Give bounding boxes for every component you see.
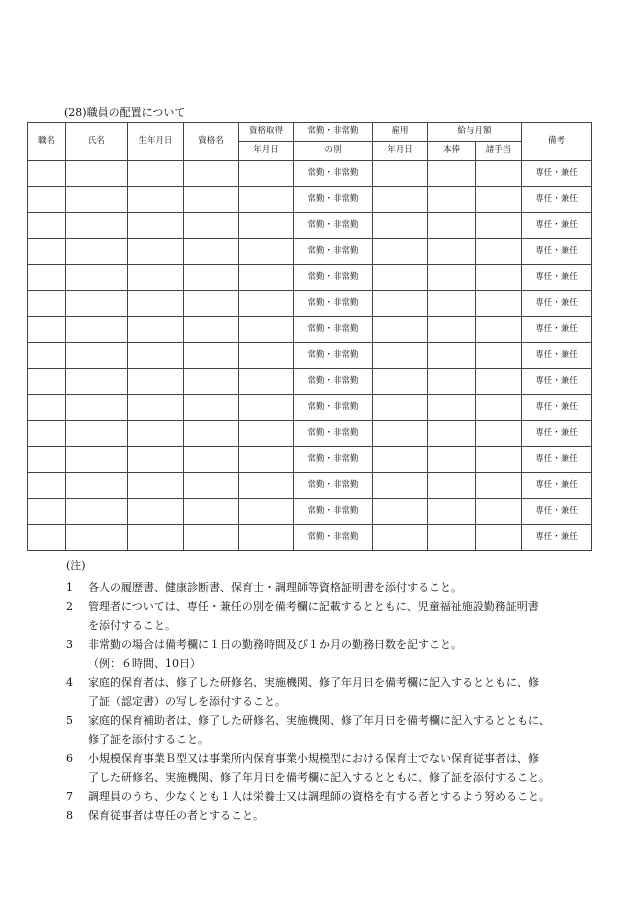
table-cell-empty xyxy=(66,369,128,395)
table-cell-empty xyxy=(476,213,522,239)
section-title: (28)職員の配置について xyxy=(64,106,186,119)
table-cell-empty xyxy=(476,317,522,343)
header-biko: 備考 xyxy=(522,123,592,161)
cell-jokin: 常勤・非常勤 xyxy=(294,421,373,447)
table-cell-empty xyxy=(184,447,239,473)
cell-biko: 専任・兼任 xyxy=(522,499,592,525)
table-cell-empty xyxy=(239,317,294,343)
table-cell-empty xyxy=(239,239,294,265)
cell-jokin: 常勤・非常勤 xyxy=(294,395,373,421)
table-row xyxy=(28,187,592,213)
table-row xyxy=(28,265,592,291)
cell-jokin: 常勤・非常勤 xyxy=(294,369,373,395)
note-number: 8 xyxy=(66,809,73,822)
cell-biko: 専任・兼任 xyxy=(522,187,592,213)
table-cell-empty xyxy=(476,343,522,369)
table-cell-empty xyxy=(476,525,522,551)
notes-section xyxy=(66,557,596,825)
table-cell-empty xyxy=(66,343,128,369)
cell-biko: 専任・兼任 xyxy=(522,369,592,395)
table-cell-empty xyxy=(373,447,428,473)
table-cell-empty xyxy=(428,343,476,369)
note-item xyxy=(66,749,596,787)
table-cell-empty xyxy=(128,317,184,343)
table-cell-empty xyxy=(184,187,239,213)
table-cell-empty xyxy=(184,343,239,369)
note-line: 了した研修名、実施機関、修了年月日を備考欄に記入するとともに、修了証を添付すること。 xyxy=(88,771,550,784)
cell-biko: 専任・兼任 xyxy=(522,265,592,291)
note-number: 7 xyxy=(66,790,73,803)
note-text xyxy=(88,635,596,673)
table-cell-empty xyxy=(128,265,184,291)
note-text xyxy=(88,673,596,711)
table-cell-empty xyxy=(428,525,476,551)
note-line: （例：６時間、10日） xyxy=(88,657,201,670)
table-cell-empty xyxy=(476,291,522,317)
note-item xyxy=(66,635,596,673)
table-cell-empty xyxy=(66,447,128,473)
note-number: 1 xyxy=(66,581,73,594)
header-koyo-1: 雇用 xyxy=(373,123,428,142)
table-cell-empty xyxy=(373,317,428,343)
table-cell-empty xyxy=(66,291,128,317)
note-item xyxy=(66,597,596,635)
table-cell-empty xyxy=(373,239,428,265)
table-cell-empty xyxy=(428,421,476,447)
table-cell-empty xyxy=(239,447,294,473)
table-cell-empty xyxy=(428,161,476,187)
note-text xyxy=(88,711,596,749)
cell-biko: 専任・兼任 xyxy=(522,213,592,239)
note-line: 小規模保育事業Ｂ型又は事業所内保育事業小規模型における保育士でない保育従事者は、修 xyxy=(88,752,539,765)
table-cell-empty xyxy=(373,525,428,551)
table-cell-empty xyxy=(128,161,184,187)
table-row xyxy=(28,369,592,395)
table-cell-empty xyxy=(28,187,66,213)
table-cell-empty xyxy=(239,265,294,291)
cell-jokin: 常勤・非常勤 xyxy=(294,239,373,265)
cell-biko: 専任・兼任 xyxy=(522,447,592,473)
header-teate: 諸手当 xyxy=(476,142,522,161)
note-line: 家庭的保育補助者は、修了した研修名、実施機関、修了年月日を備考欄に記入するとともに、 xyxy=(88,714,550,727)
table-cell-empty xyxy=(373,291,428,317)
table-cell-empty xyxy=(373,161,428,187)
note-line: 調理員のうち、少なくとも１人は栄養士又は調理師の資格を有する者とするよう努めること。 xyxy=(88,790,550,803)
note-text xyxy=(88,749,596,787)
note-text xyxy=(88,597,596,635)
table-cell-empty xyxy=(66,317,128,343)
table-cell-empty xyxy=(128,395,184,421)
cell-biko: 専任・兼任 xyxy=(522,525,592,551)
table-cell-empty xyxy=(373,499,428,525)
note-text xyxy=(88,806,596,825)
table-cell-empty xyxy=(28,369,66,395)
table-cell-empty xyxy=(128,343,184,369)
table-row xyxy=(28,213,592,239)
table-cell-empty xyxy=(128,291,184,317)
table-cell-empty xyxy=(28,317,66,343)
table-row xyxy=(28,239,592,265)
table-cell-empty xyxy=(28,473,66,499)
header-shimei: 氏名 xyxy=(66,123,128,161)
table-cell-empty xyxy=(128,187,184,213)
table-cell-empty xyxy=(428,265,476,291)
table-cell-empty xyxy=(128,525,184,551)
table-cell-empty xyxy=(184,213,239,239)
table-cell-empty xyxy=(239,421,294,447)
table-cell-empty xyxy=(239,343,294,369)
table-cell-empty xyxy=(66,239,128,265)
cell-jokin: 常勤・非常勤 xyxy=(294,499,373,525)
table-cell-empty xyxy=(476,369,522,395)
table-row xyxy=(28,395,592,421)
table-cell-empty xyxy=(476,187,522,213)
note-text xyxy=(88,578,596,597)
note-line: 修了証を添付すること。 xyxy=(88,733,209,746)
note-number: 5 xyxy=(66,714,73,727)
note-number: 4 xyxy=(66,676,73,689)
notes-heading: (注) xyxy=(66,559,86,572)
header-shikaku-shutoku-2: 年月日 xyxy=(239,142,294,161)
note-number: 6 xyxy=(66,752,73,765)
note-line: 管理者については、専任・兼任の別を備考欄に記載するとともに、児童福祉施設勤務証明書 xyxy=(88,600,539,613)
table-cell-empty xyxy=(66,499,128,525)
table-row xyxy=(28,447,592,473)
table-cell-empty xyxy=(373,395,428,421)
table-cell-empty xyxy=(476,499,522,525)
table-cell-empty xyxy=(239,395,294,421)
table-cell-empty xyxy=(239,291,294,317)
table-cell-empty xyxy=(128,499,184,525)
staff-table xyxy=(27,122,592,551)
table-cell-empty xyxy=(28,213,66,239)
table-cell-empty xyxy=(239,213,294,239)
header-kyuyo: 給与月額 xyxy=(428,123,522,142)
table-cell-empty xyxy=(28,291,66,317)
table-row xyxy=(28,499,592,525)
note-item xyxy=(66,787,596,806)
table-cell-empty xyxy=(476,239,522,265)
note-line: を添付すること。 xyxy=(88,619,176,632)
note-line: 家庭的保育者は、修了した研修名、実施機関、修了年月日を備考欄に記入するとともに、修 xyxy=(88,676,539,689)
table-cell-empty xyxy=(184,499,239,525)
cell-jokin: 常勤・非常勤 xyxy=(294,291,373,317)
table-cell-empty xyxy=(476,161,522,187)
table-cell-empty xyxy=(184,239,239,265)
table-cell-empty xyxy=(28,525,66,551)
table-cell-empty xyxy=(184,473,239,499)
table-cell-empty xyxy=(239,525,294,551)
table-cell-empty xyxy=(239,473,294,499)
table-cell-empty xyxy=(239,187,294,213)
cell-biko: 専任・兼任 xyxy=(522,239,592,265)
table-cell-empty xyxy=(476,395,522,421)
table-cell-empty xyxy=(128,447,184,473)
table-row xyxy=(28,317,592,343)
table-cell-empty xyxy=(66,265,128,291)
table-cell-empty xyxy=(28,343,66,369)
note-line: 了証（認定書）の写しを添付すること。 xyxy=(88,695,286,708)
note-number: 3 xyxy=(66,638,73,651)
note-item xyxy=(66,578,596,597)
header-honpo: 本俸 xyxy=(428,142,476,161)
cell-biko: 専任・兼任 xyxy=(522,395,592,421)
table-cell-empty xyxy=(128,239,184,265)
cell-jokin: 常勤・非常勤 xyxy=(294,525,373,551)
table-cell-empty xyxy=(66,395,128,421)
table-cell-empty xyxy=(476,421,522,447)
table-cell-empty xyxy=(428,291,476,317)
note-number: 2 xyxy=(66,600,73,613)
cell-biko: 専任・兼任 xyxy=(522,421,592,447)
table-cell-empty xyxy=(476,473,522,499)
table-cell-empty xyxy=(66,421,128,447)
notes-list xyxy=(66,578,596,825)
table-cell-empty xyxy=(184,291,239,317)
table-cell-empty xyxy=(28,265,66,291)
note-line: 各人の履歴書、健康診断書、保育士・調理師等資格証明書を添付すること。 xyxy=(88,581,462,594)
table-cell-empty xyxy=(373,343,428,369)
header-jokin-2: の別 xyxy=(294,142,373,161)
table-cell-empty xyxy=(373,369,428,395)
table-cell-empty xyxy=(184,369,239,395)
cell-jokin: 常勤・非常勤 xyxy=(294,161,373,187)
table-cell-empty xyxy=(476,447,522,473)
header-shokumei: 職名 xyxy=(28,123,66,161)
table-row xyxy=(28,291,592,317)
cell-jokin: 常勤・非常勤 xyxy=(294,343,373,369)
cell-biko: 専任・兼任 xyxy=(522,161,592,187)
staff-table-body xyxy=(28,161,592,551)
table-cell-empty xyxy=(128,421,184,447)
table-cell-empty xyxy=(28,447,66,473)
table-cell-empty xyxy=(128,473,184,499)
note-item xyxy=(66,673,596,711)
header-koyo-2: 年月日 xyxy=(373,142,428,161)
note-text xyxy=(88,787,596,806)
header-jokin-1: 常勤・非常勤 xyxy=(294,123,373,142)
table-cell-empty xyxy=(428,317,476,343)
table-cell-empty xyxy=(428,447,476,473)
table-cell-empty xyxy=(428,473,476,499)
table-cell-empty xyxy=(184,317,239,343)
table-row xyxy=(28,343,592,369)
table-cell-empty xyxy=(28,395,66,421)
table-cell-empty xyxy=(184,421,239,447)
note-item xyxy=(66,711,596,749)
table-cell-empty xyxy=(239,161,294,187)
note-line: 保育従事者は専任の者とすること。 xyxy=(88,809,264,822)
cell-jokin: 常勤・非常勤 xyxy=(294,447,373,473)
table-cell-empty xyxy=(184,525,239,551)
table-cell-empty xyxy=(66,187,128,213)
table-cell-empty xyxy=(373,265,428,291)
header-shikakumei: 資格名 xyxy=(184,123,239,161)
table-cell-empty xyxy=(239,369,294,395)
note-line: 非常勤の場合は備考欄に１日の勤務時間及び１か月の勤務日数を記すこと。 xyxy=(88,638,462,651)
cell-biko: 専任・兼任 xyxy=(522,343,592,369)
table-cell-empty xyxy=(239,499,294,525)
table-cell-empty xyxy=(428,239,476,265)
cell-biko: 専任・兼任 xyxy=(522,473,592,499)
table-cell-empty xyxy=(66,213,128,239)
table-cell-empty xyxy=(66,473,128,499)
table-cell-empty xyxy=(476,265,522,291)
cell-jokin: 常勤・非常勤 xyxy=(294,265,373,291)
table-row xyxy=(28,161,592,187)
table-cell-empty xyxy=(28,161,66,187)
table-row xyxy=(28,473,592,499)
table-cell-empty xyxy=(428,187,476,213)
table-cell-empty xyxy=(428,499,476,525)
table-cell-empty xyxy=(373,187,428,213)
header-shikaku-shutoku-1: 資格取得 xyxy=(239,123,294,142)
table-cell-empty xyxy=(373,421,428,447)
table-cell-empty xyxy=(128,213,184,239)
cell-jokin: 常勤・非常勤 xyxy=(294,187,373,213)
table-cell-empty xyxy=(128,369,184,395)
header-seinengappi: 生年月日 xyxy=(128,123,184,161)
table-cell-empty xyxy=(66,161,128,187)
table-row xyxy=(28,421,592,447)
note-item xyxy=(66,806,596,825)
table-cell-empty xyxy=(184,395,239,421)
table-cell-empty xyxy=(428,213,476,239)
table-cell-empty xyxy=(428,395,476,421)
cell-jokin: 常勤・非常勤 xyxy=(294,317,373,343)
table-cell-empty xyxy=(373,473,428,499)
cell-jokin: 常勤・非常勤 xyxy=(294,473,373,499)
table-cell-empty xyxy=(184,265,239,291)
cell-biko: 専任・兼任 xyxy=(522,291,592,317)
cell-jokin: 常勤・非常勤 xyxy=(294,213,373,239)
table-cell-empty xyxy=(28,499,66,525)
cell-biko: 専任・兼任 xyxy=(522,317,592,343)
table-cell-empty xyxy=(28,421,66,447)
table-cell-empty xyxy=(428,369,476,395)
table-cell-empty xyxy=(28,239,66,265)
table-cell-empty xyxy=(184,161,239,187)
table-row xyxy=(28,525,592,551)
table-cell-empty xyxy=(373,213,428,239)
table-cell-empty xyxy=(66,525,128,551)
